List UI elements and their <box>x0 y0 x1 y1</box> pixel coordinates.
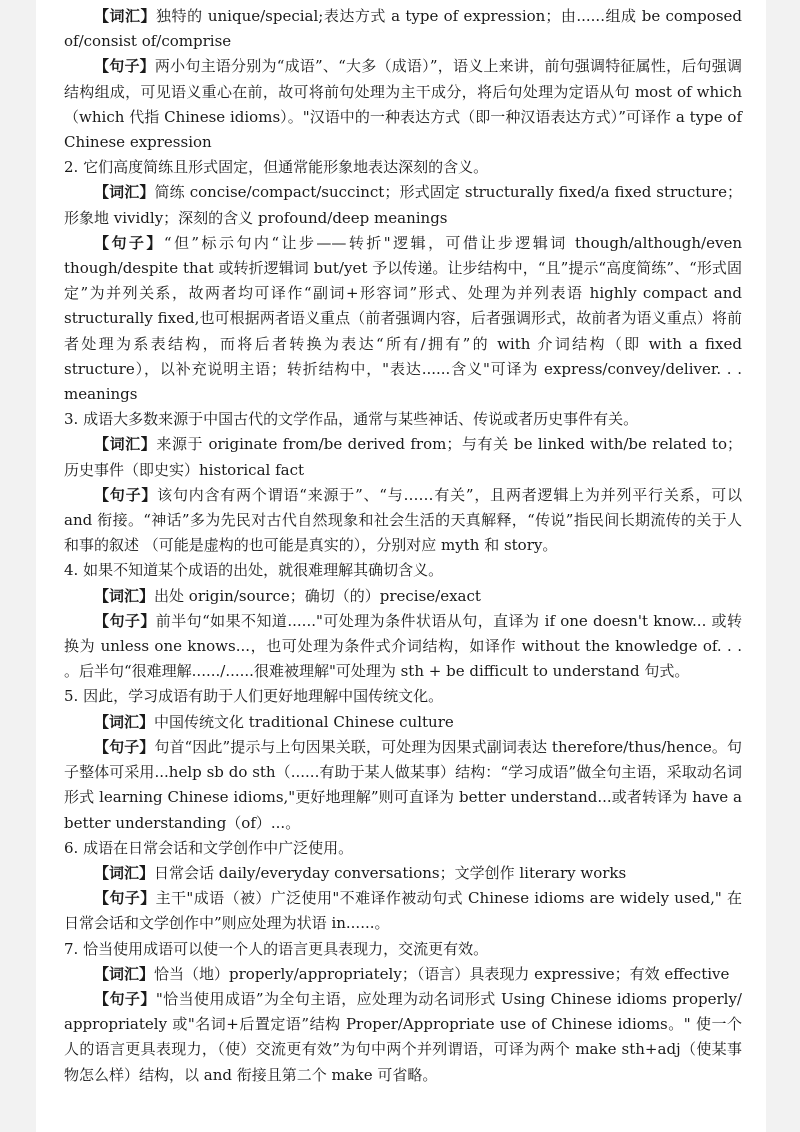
sentence-text: 句首“因此”提示与上句因果关联，可处理为因果式副词表达 therefore/thus/hence。句子整体可采用...help sb do sth（......有助于某人做某事）结构：“学习成语”做全句主语，采取动名词形式 learning Chinese idioms,"更好地理解”则可直译为 better understand...或者转译为 have a better understanding（of）...。 <box>64 737 742 832</box>
vocab-label: 【词汇】 <box>94 712 155 731</box>
vocab-text: 简练 concise/compact/succinct；形式固定 structurally fixed/a fixed structure；形象地 vividly；深刻的含义 profound/deep meanings <box>64 183 742 227</box>
sentence-text: “但”标示句内“让步——转折"逻辑，可借让步逻辑词 though/although/even though/despite that 或转折逻辑词 but/yet 予以传递。让步结构中，“且”提示“高度简练”、“形式固定”为并列关系，故两者均可译作“副词+形容词”形式、处理为并列表语 highly compact and structurally fixed,也可根据两者语义重点（前者强调内容，后者强调形式，故前者为语义重点）将前者处理为系表结构，而将后者转换为表达“所有/拥有”的 with 介词结构（即 with a fixed structure），以补充说明主语；转折结构中，"表达......含义"可译为 express/convey/deliver. . . meanings <box>64 233 742 404</box>
sentence-text: 主干"成语（被）广泛使用"不难译作被动句式 Chinese idioms are widely used," 在日常会话和文学创作中”则应处理为状语 in......。 <box>64 889 742 933</box>
vocab-label: 【词汇】 <box>94 183 155 202</box>
vocab-text: 中国传统文化 traditional Chinese culture <box>154 712 454 731</box>
vocab-paragraph <box>64 432 742 482</box>
document-page <box>36 0 766 1132</box>
vocab-paragraph <box>64 710 742 735</box>
vocab-paragraph <box>64 180 742 230</box>
sentence-text: 该句内含有两个谓语“来源于”、“与……有关”，且两者逻辑上为并列平行关系，可以 and 衔接。“神话”多为先民对古代自然现象和社会生活的天真解释，“传说”指民间长期流传的关于人和事的叙述 （可能是虚构的也可能是真实的），分别对应 myth 和 story。 <box>64 485 742 555</box>
sentence-label: 【句子】 <box>94 233 164 252</box>
sentence-label: 【句子】 <box>94 485 158 504</box>
numbered-sentence: 7. 恰当使用成语可以使一个人的语言更具表现力，交流更有效。 <box>64 939 489 958</box>
sentence-label: 【句子】 <box>94 989 156 1008</box>
vocab-paragraph <box>64 861 742 886</box>
sentence-paragraph <box>64 987 742 1088</box>
vocab-text: 出处 origin/source；确切（的）precise/exact <box>154 586 481 605</box>
vocab-label: 【词汇】 <box>94 586 155 605</box>
sentence-label: 【句子】 <box>94 737 155 756</box>
vocab-paragraph <box>64 584 742 609</box>
sentence-text: "恰当使用成语”为全句主语，应处理为动名词形式 Using Chinese idioms properly/ appropriately 或"名词+后置定语”结构 Proper/Appropriate use of Chinese idioms。" 使一个人的语言更具表现力，（使）交流更有效”为句中两个并列谓语，可译为两个 make sth+adj（使某事物怎么样）结构，以 and 衔接且第二个 make 可省略。 <box>64 989 742 1084</box>
sentence-label: 【句子】 <box>94 889 156 908</box>
vocab-text: 独特的 unique/special;表达方式 a type of expression；由......组成 be composed of/consist of/comprise <box>64 7 742 51</box>
vocab-label: 【词汇】 <box>94 964 155 983</box>
document-body <box>64 4 742 1088</box>
sentence-paragraph <box>64 735 742 836</box>
numbered-sentence: 4. 如果不知道某个成语的出处，就很难理解其确切含义。 <box>64 561 444 580</box>
numbered-sentence: 2. 它们高度简练且形式固定，但通常能形象地表达深刻的含义。 <box>64 158 489 177</box>
sentence-label: 【句子】 <box>94 57 155 76</box>
numbered-sentence: 3. 成语大多数来源于中国古代的文学作品，通常与某些神话、传说或者历史事件有关。 <box>64 410 639 429</box>
vocab-text: 恰当（地）properly/appropriately；（语言）具表现力 expressive；有效 effective <box>154 964 730 983</box>
sentence-label: 【句子】 <box>94 611 156 630</box>
vocab-label: 【词汇】 <box>94 7 157 25</box>
sentence-paragraph <box>64 609 742 685</box>
numbered-sentence: 5. 因此，学习成语有助于人们更好地理解中国传统文化。 <box>64 687 444 706</box>
vocab-paragraph <box>64 4 742 54</box>
sentence-paragraph <box>64 54 742 155</box>
vocab-text: 来源于 originate from/be derived from；与有关 be linked with/be related to；历史事件（即史实）historical fact <box>64 435 742 479</box>
sentence-text: 两小句主语分别为“成语”、“大多（成语）”，语义上来讲，前句强调特征属性，后句强调结构组成，可见语义重心在前，故可将前句处理为主干成分，将后句处理为定语从句 most of which（which 代指 Chinese idioms）。"汉语中的一种表达方式（即一种汉语表达方式）”可译作 a type of Chinese expression <box>64 57 742 152</box>
vocab-text: 日常会话 daily/everyday conversations；文学创作 literary works <box>154 863 627 882</box>
sentence-paragraph <box>64 231 742 407</box>
vocab-paragraph <box>64 962 742 987</box>
sentence-paragraph <box>64 886 742 936</box>
vocab-label: 【词汇】 <box>94 863 155 882</box>
vocab-label: 【词汇】 <box>94 435 157 454</box>
numbered-sentence: 6. 成语在日常会话和文学创作中广泛使用。 <box>64 838 354 857</box>
sentence-text: 前半句“如果不知道......"可处理为条件状语从句，直译为 if one doesn't know... 或转换为 unless one knows...，也可处理为条件式介词结构，如译作 without the knowledge of. . . 。后半句“很难理解....../......很难被理解"可处理为 sth + be difficult to understand 句式。 <box>64 611 742 681</box>
sentence-paragraph <box>64 483 742 559</box>
